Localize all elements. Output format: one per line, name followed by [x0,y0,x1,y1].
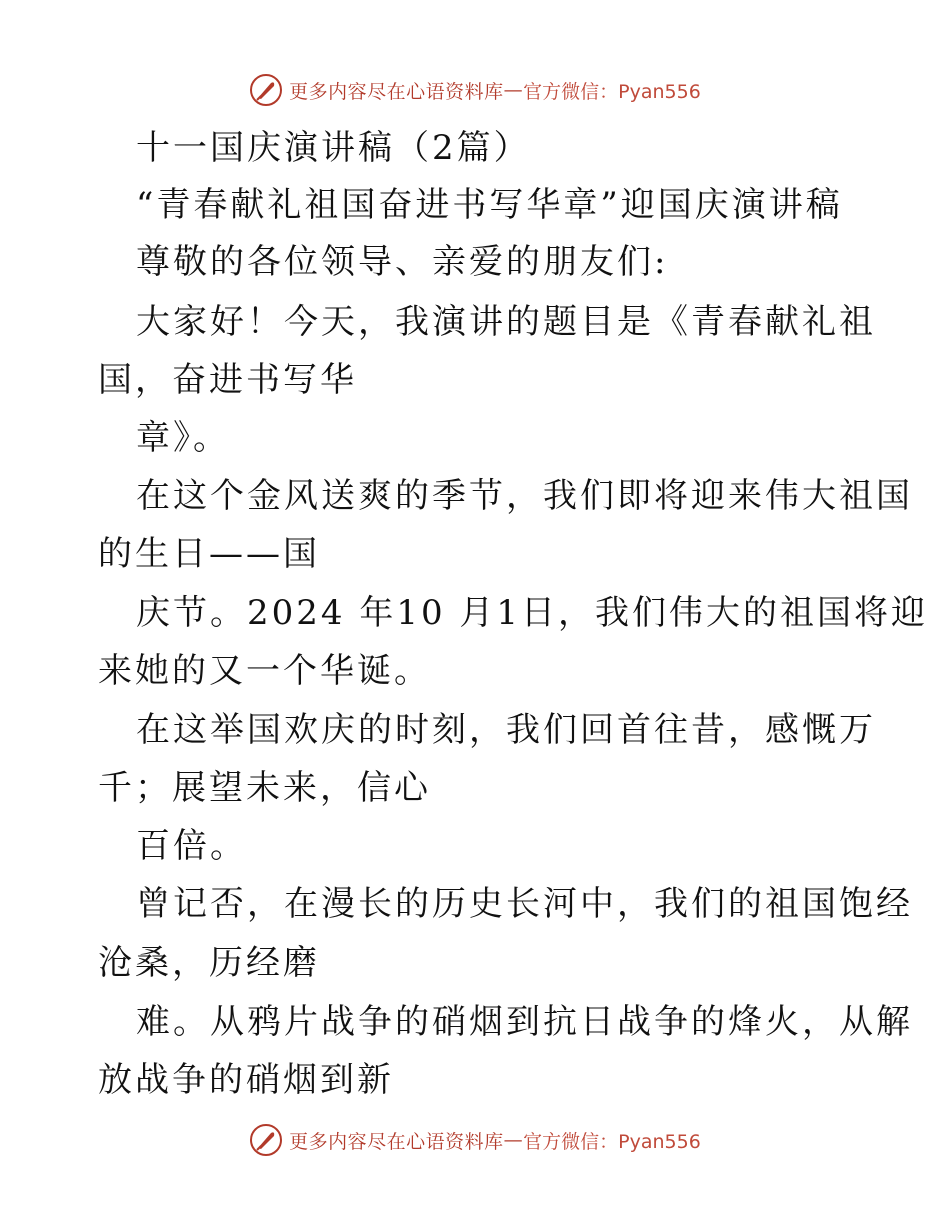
text-line: 的生日——国 [98,534,320,574]
text-line: 大家好！今天，我演讲的题目是《青春献礼祖 [136,302,876,342]
text-line: 百倍。 [136,826,247,866]
text-line: 在这个金风送爽的季节，我们即将迎来伟大祖国 [136,476,913,516]
text-line: 放战争的硝烟到新 [98,1060,394,1100]
text-line: 来她的又一个华诞。 [98,651,431,691]
watermark-text: 更多内容尽在心语资料库 [289,1130,504,1153]
document-title: 十一国庆演讲稿（2篇） [136,128,531,168]
text-line: 沧桑，历经磨 [98,943,320,983]
text-line: 在这举国欢庆的时刻，我们回首往昔，感慨万 [136,710,876,750]
quill-logo-icon [249,1123,283,1157]
watermark-contact: 官方微信：Pyan556 [523,80,701,103]
text-line: 难。从鸦片战争的硝烟到抗日战争的烽火，从解 [136,1002,913,1042]
watermark-contact: 官方微信：Pyan556 [523,1130,701,1153]
header-watermark [0,72,950,108]
quill-logo-icon [249,73,283,107]
footer-watermark [0,1122,950,1158]
text-line: 章》。 [136,418,230,458]
speech-title: “青春献礼祖国奋进书写华章”迎国庆演讲稿 [136,185,843,225]
text-line: 曾记否，在漫长的历史长河中，我们的祖国饱经 [136,884,913,924]
text-line: 千；展望未来，信心 [98,768,431,808]
salutation: 尊敬的各位领导、亲爱的朋友们: [136,242,669,282]
watermark-text: 更多内容尽在心语资料库 [289,80,504,103]
watermark-separator: — [503,79,524,101]
watermark-separator: — [503,1129,524,1151]
text-line: 庆节。2024 年10 月1日，我们伟大的祖国将迎 [136,593,929,633]
text-line: 国，奋进书写华 [98,360,357,400]
